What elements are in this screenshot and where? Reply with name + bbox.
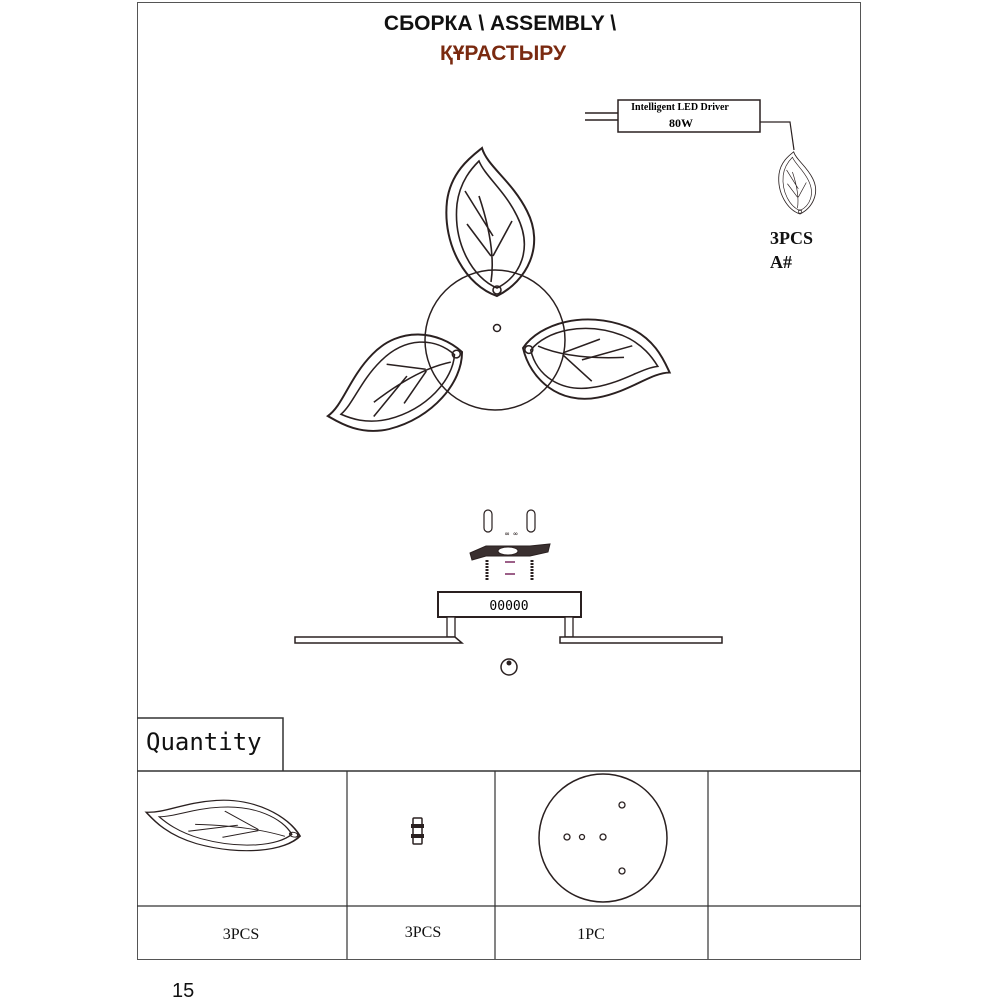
leaf-left — [311, 319, 479, 448]
side-view — [295, 510, 722, 675]
base-plate-text: 00000 — [489, 599, 529, 614]
mounting-bolt-icon — [411, 818, 424, 844]
qty-leaf: 3PCS — [222, 926, 260, 943]
leaf-shade-icon — [142, 783, 305, 865]
qty-bolt: 3PCS — [404, 924, 442, 941]
driver-label: Intelligent LED Driver — [631, 102, 729, 113]
round-base-plate-icon — [539, 774, 667, 902]
title-assembly: СБОРКА \ ASSEMBLY \ — [383, 12, 617, 35]
top-view — [311, 148, 679, 448]
callout-code: A# — [770, 252, 792, 272]
driver-power: 80W — [669, 116, 693, 130]
leaf-top — [446, 148, 534, 296]
leaf-callout-icon — [779, 152, 816, 214]
quantity-heading: Quantity — [146, 728, 262, 756]
qty-base: 1PC — [577, 926, 605, 943]
svg-text:∞ ∞: ∞ ∞ — [505, 530, 518, 538]
title-kazakh: ҚҰРАСТЫРУ — [439, 42, 567, 65]
page-number: 15 — [172, 980, 195, 1002]
leaf-right — [514, 302, 679, 421]
callout-count: 3PCS — [770, 228, 814, 248]
